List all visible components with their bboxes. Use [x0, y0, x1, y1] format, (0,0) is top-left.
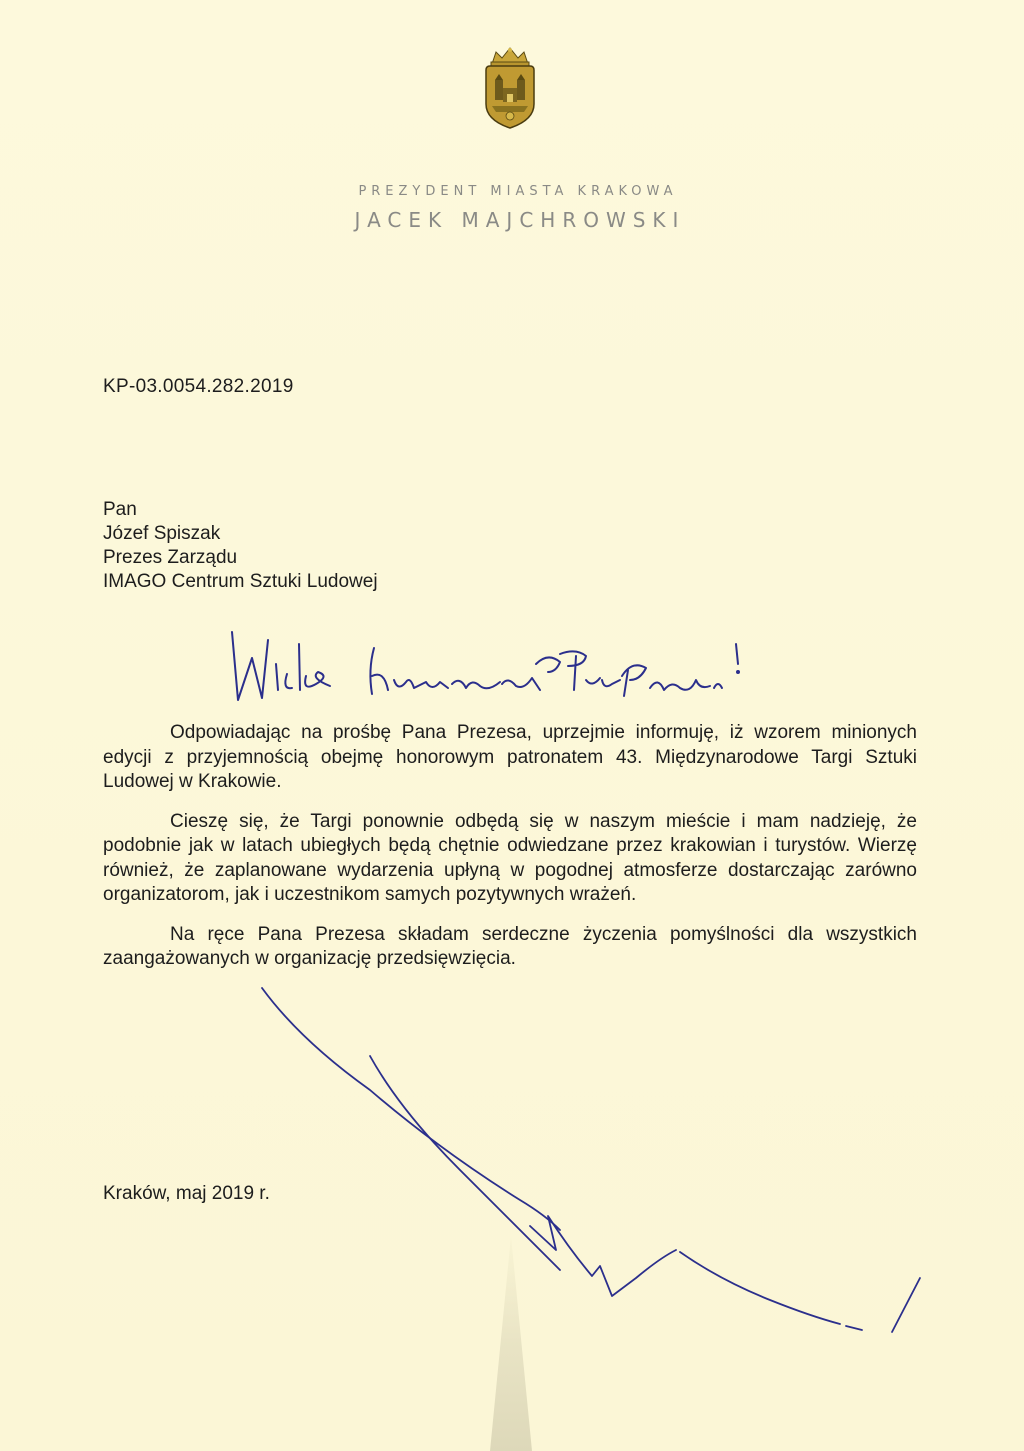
- addressee-organization: IMAGO Centrum Sztuki Ludowej: [103, 571, 378, 592]
- addressee-name: Józef Spiszak: [103, 523, 221, 544]
- body-paragraph-3: Na ręce Pana Prezesa składam serdeczne życzenia pomyślności dla wszystkich zaangażowanych w organizację przedsięwzięcia.: [103, 923, 917, 969]
- body-paragraph-1: Odpowiadając na prośbę Pana Prezesa, uprzejmie informuję, iż wzorem minionych edycji z przyjemnością obejmę honorowym patronatem 43. Międzynarodowe Targi Sztuki Ludowej w Krakowie.: [103, 722, 917, 792]
- addressee-salutation: Pan: [103, 499, 137, 520]
- letterhead-name: JACEK MAJCHROWSKI: [354, 208, 686, 232]
- reference-number: KP-03.0054.282.2019: [103, 376, 294, 397]
- addressee-position: Prezes Zarządu: [103, 547, 238, 568]
- letterhead-office: PREZYDENT MIASTA KRAKOWA: [358, 184, 678, 199]
- krakow-coat-of-arms-icon: [478, 46, 542, 130]
- addressee-block: [103, 498, 378, 594]
- letter-body: [103, 721, 917, 987]
- body-paragraph-2: Cieszę się, że Targi ponownie odbędą się w naszym mieście i mam nadzieję, że podobnie jak w latach ubiegłych będą chętnie odwiedzane przez krakowian i turystów. Wierzę również, że zaplanowane wydarzenia upłyną w pogodnej atmosferze dostarczając zarówno organizatorom, jak i uczestnikom samych pozytywnych wrażeń.: [103, 810, 917, 905]
- place-and-date: Kraków, maj 2019 r.: [103, 1183, 270, 1204]
